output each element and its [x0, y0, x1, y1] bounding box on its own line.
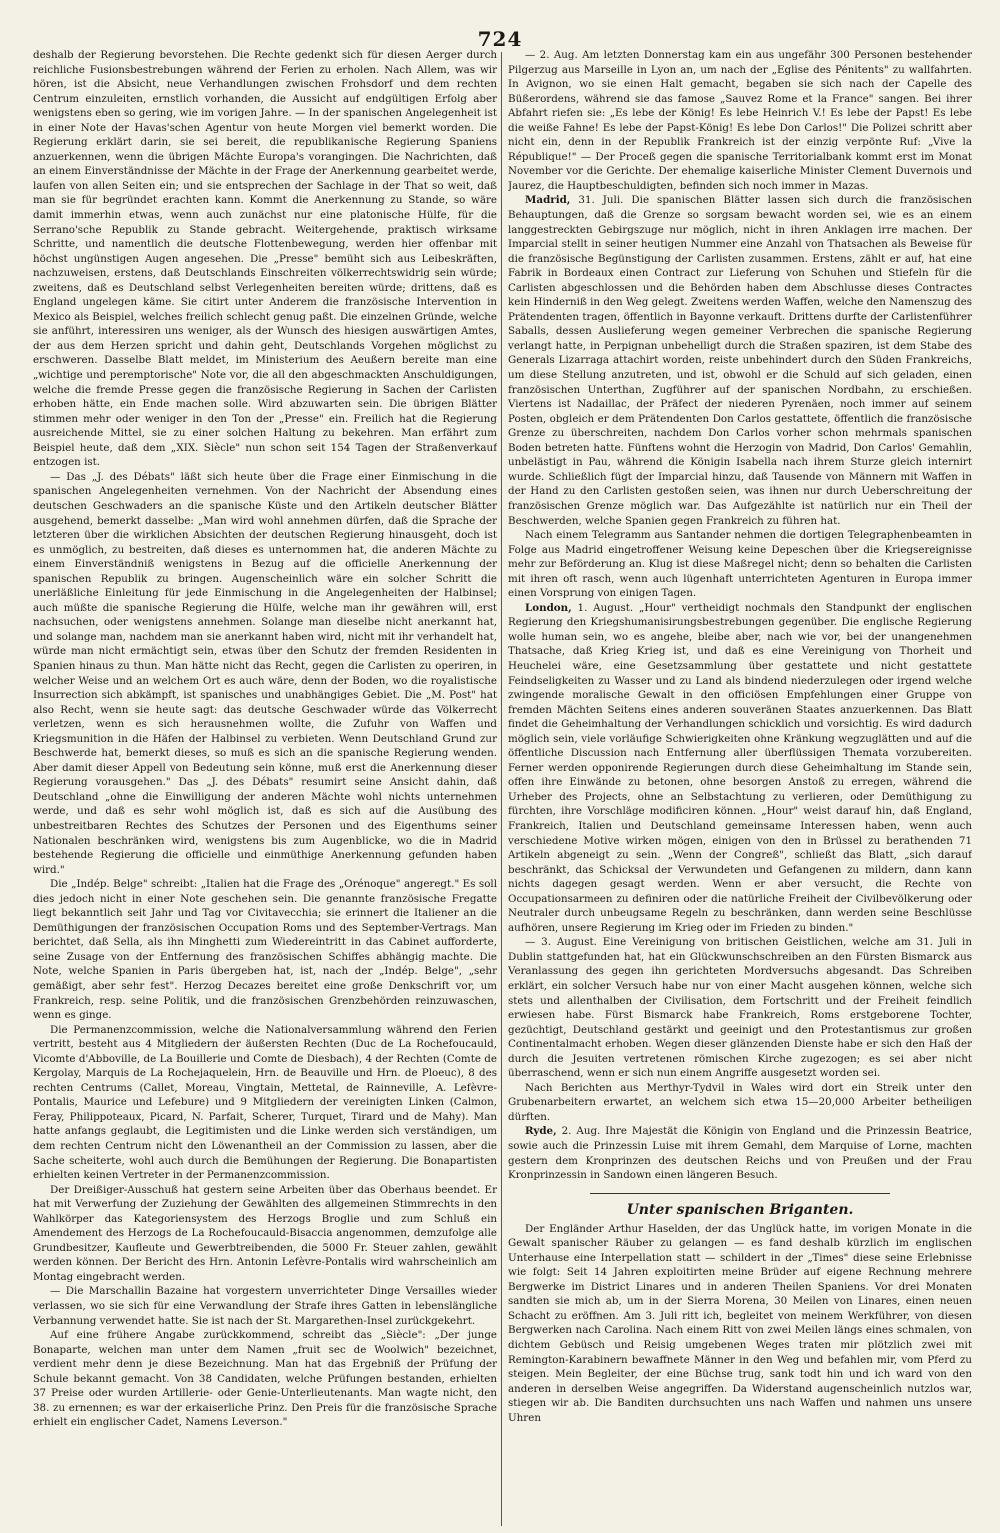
paragraph-ryde-text: 2. Aug. Ihre Majestät die Königin von England und die Prinzessin Beatrice, sowie auch die Prinzessin Luise mit ihrem Gemahl, dem Marquise of Lorne, machten gestern dem Kronprinzen des deutschen Reichs und von Preußen und der Frau Kronprinzessin in Sandown einen längeren Besuch.: [508, 1125, 972, 1182]
section-separator: [590, 1193, 890, 1194]
dateline-london: London,: [525, 601, 572, 614]
column-divider: [501, 52, 502, 1526]
right-column: [508, 48, 972, 1530]
dateline-madrid: Madrid,: [525, 194, 571, 207]
left-column: [33, 48, 497, 1530]
paragraph-dreissiger-ausschuss: Der Dreißiger-Ausschuß hat gestern seine Arbeiten über das Oberhaus beendet. Er hat mit Verwerfung der Zuziehung der Gewählten des allgemeinen Stimmrechts in den Wahlkörper das Kategoriensystem des Herzogs Broglie und zum Schluß ein Amendement des Herzogs de La Rochefoucauld-Bisaccia angenommen, demzufolge alle Grundbesitzer, Kaufleute und Gewerbtreibenden, die 5000 Fr. Steuer zahlen, gewählt werden können. Der Bericht des Hrn. Antonin Lefèvre-Pontalis wird wahrscheinlich am Montag eingebracht werden.: [33, 1183, 497, 1283]
paragraph-briganten: Der Engländer Arthur Haselden, der das Unglück hatte, im vorigen Monate in die Gewalt spanischer Räuber zu gelangen — es fand deshalb kürzlich im englischen Unterhause eine Interpellation statt — schildert in der „Times" diese seine Erlebnisse wie folgt: Seit 14 Jahren exploitirten meine Brüder auf eigene Rechnung mehrere Bergwerke im District Linares und in anderen Theilen Spaniens. Vor drei Monaten sandten sie mich ab, um in der Sierra Morena, 30 Meilen von Linares, einen neuen Schacht zu eröffnen. Am 3. Juli ritt ich, begleitet von meinem Werkführer, von diesen Bergwerken nach Carolina. Nach einem Ritt von zwei Meilen längs eines schmalen, von dichtem Gebüsch und Reisig umgebenen Weges traten mir plötzlich zwei mit Remington-Karabinern bewaffnete Männer in den Weg und befahlen mir, vom Pferd zu steigen. Mein Begleiter, der eine Büchse trug, sank todt hin und ich ward von den anderen in derselben Weise angegriffen. Da Widerstand augenscheinlich nutzlos war, stiegen wir ab. Die Banditen durchsuchten uns nach Waffen und nahmen uns unsere Uhren: [508, 1222, 972, 1424]
paragraph-london: [508, 601, 972, 936]
dateline-ryde: Ryde,: [525, 1125, 557, 1138]
paragraph-london-text: 1. August. „Hour" vertheidigt nochmals den Standpunkt der englischen Regierung den Kriegshumanisirungsbestrebungen gegenüber. Die englische Regierung wolle human sein, wo es angehe, bleibe aber, nach wie vor, bei der unangenehmen Thatsache, daß Krieg Krieg ist, und daß es eine Vereinigung von Thorheit und Heuchelei wäre, eine Gesetzsammlung über gestattete und nicht gestattete Feindseligkeiten zu Wasser und zu Land als bindend niederzulegen oder irgend welche zwingende moralische Gewalt in den officiösen Empfehlungen einer Gruppe von fremden Mächten Seitens eines anderen souveränen Staates anzuerkennen. Das Blatt findet die Geheimhaltung der Verhandlungen schicklich und vorsichtig. Es wird dadurch möglich sein, viele vorläufige Schwierigkeiten ohne Kränkung wegzuglätten und auf die öffentliche Discussion nach Entfernung aller überflüssigen Themata vorzubereiten. Ferner werden opponirende Regierungen durch diese Geheimhaltung im Stande sein, offen ihre Einwände zu betonen, ohne besorgen Anstoß zu erregen, während die Urheber des Projects, ohne an Selbstachtung zu verlieren, oder Demüthigung zu fürchten, ihre Vorschläge modificiren können. „Hour" weist darauf hin, daß England, Frankreich, Italien und Deutschland gemeinsame Interessen haben, wenn auch verschiedene Motive wirken mögen, einigen von den in Brüssel zu berathenden 71 Artikeln abgeneigt zu sein. „Wenn der Congreß", schließt das Blatt, „sich darauf beschränkt, das Schicksal der Verwundeten und Gefangenen zu mildern, dann kann nichts dagegen gesagt werden. Wenn er aber versucht, die Rechte von Occupationsarmeen zu definiren oder die natürliche Freiheit der Civilbevölkerung oder Neutraler durch unbeugsame Regeln zu beschränken, dann werden seine Beschlüsse aufhören, unsere Regierung im Krieg oder im Frieden zu binden.": [508, 601, 972, 934]
paragraph-independance-belge: Die „Indép. Belge" schreibt: „Italien hat die Frage des „Orénoque" angeregt." Es soll dies jedoch nicht in einer Note geschehen sein. Die genannte französische Fregatte liegt bekanntlich seit Jahr und Tag vor Civitavecchia; sie erinnert die Italiener an die Demüthigungen der französischen Occupation Roms und des September-Vertrags. Man berichtet, daß Sella, als ihn Minghetti zum Wiedereintritt in das Cabinet aufforderte, seine Zusage von der Entfernung des französischen Schiffes abhängig machte. Die Note, welche Spanien in Paris übergeben hat, ist, nach der „Indép. Belge", „sehr gemäßigt, aber sehr fest". Herzog Decazes bereitet eine große Denkschrift vor, um Frankreich, resp. seine Politik, und die französischen Grenzbehörden reinzuwaschen, wenn es ginge.: [33, 878, 497, 1022]
paragraph-santander: Nach einem Telegramm aus Santander nehmen die dortigen Telegraphenbeamten in Folge aus Madrid eingetroffener Weisung keine Depeschen über die Kriegsereignisse mehr zur Beförderung an. Klug ist diese Maßregel nicht; denn so behalten die Carlisten mit ihren oft rasch, wenn auch lügenhaft unterrichteten Agenturen in Europa immer einen Vorsprung von einigen Tagen.: [508, 529, 972, 600]
paragraph-madrid: [508, 193, 972, 528]
paragraph-marschallin-bazaine: — Die Marschallin Bazaine hat vorgestern unverrichteter Dinge Versailles wieder verlassen, wo sie sich für eine Verwandlung der Strafe ihres Gatten in lebenslängliche Verbannung verwendet hatte. Sie ist nach der St. Margarethen-Insel zurückgekehrt.: [33, 1285, 497, 1327]
paragraph-ryde: [508, 1124, 972, 1182]
article-title: Unter spanischen Briganten.: [626, 1201, 854, 1218]
paragraph-pilgerzug: — 2. Aug. Am letzten Donnerstag kam ein aus ungefähr 300 Personen bestehender Pilgerzug aus Marseille in Lyon an, um nach der „Eglise des Pénitents" zu wallfahrten. In Avignon, wo sie einen Halt gemacht, begaben sie sich nach der Capelle des Büßerordens, während sie das famose „Sauvez Rome et la France" sangen. Bei ihrer Abfahrt riefen sie: „Es lebe der König! Es lebe Heinrich V.! Es lebe der Papst! Es lebe die weiße Fahne! Es lebe der Papst-König! Es lebe Don Carlos!" Die Polizei schritt aber nicht ein, denn in der Republik Frankreich ist der einzig verpönte Ruf: „Vive la République!" — Der Proceß gegen die spanische Territorialbank kommt erst im Monat November vor die Gerichte. Der ehemalige kaiserliche Minister Clement Duvernois und Jaurez, die Hauptbeschuldigten, befinden sich noch immer in Mazas.: [508, 49, 972, 192]
paragraph-britische-geistliche: — 3. August. Eine Vereinigung von britischen Geistlichen, welche am 31. Juli in Dublin stattgefunden hat, hat ein Glückwunschschreiben an den Fürsten Bismarck aus Veranlassung des gegen ihn gerichteten Mordversuchs abgesandt. Das Schreiben erklärt, ein solcher Versuch habe nur von einer Macht ausgehen können, welche sich stets und allenthalben der Civilisation, dem Fortschritt und der Freiheit feindlich erwiesen habe. Fürst Bismarck habe Frankreich, Roms erstgeborene Tochter, gezüchtigt, Deutschland gestärkt und geeinigt und den Protestantismus zur großen Continentalmacht erhoben. Wegen dieser glänzenden Dienste habe er sich den Haß der durch die Jesuiten vertretenen römischen Kirche zugezogen; es sei aber nicht überraschend, wenn er sich nun einem Angriffe ausgesetzt worden sei.: [508, 936, 972, 1080]
page-number: 724: [477, 27, 523, 51]
paragraph-madrid-text: 31. Juli. Die spanischen Blätter lassen sich durch die französischen Behauptungen, daß die Grenze so sorgsam bewacht worden sei, wie es an einem langgestreckten Gebirgszuge nur möglich, nicht in ihren Anklagen irre machen. Der Imparcial stellt in seiner heutigen Nummer eine Anzahl von Thatsachen als Beweise für die französische Begünstigung der Carlisten zusammen. Erstens, zählt er auf, hat eine Fabrik in Bordeaux einen Contract zur Lieferung von Schuhen und Stiefeln für die Carlisten abgeschlossen und die Behörden haben dem Abschlusse dieses Contractes kein Hinderniß in den Weg gelegt. Zweitens werden Waffen, welche den Namenszug des Prätendenten tragen, öffentlich in Bayonne verkauft. Drittens durfte der Carlistenführer Saballs, dessen Auslieferung wegen gemeiner Verbrechen die spanische Regierung verlangt hatte, in Perpignan unbehelligt durch die Straßen spaziren, ist dem Stabe des Generals Lizarraga attachirt worden, reiste unbehindert durch den Süden Frankreichs, um diese Stellung anzutreten, und ist, obwohl er die Schuld auf sich geladen, einen französischen Unterthan, Zugführer auf der spanischen Nordbahn, zu erschießen. Viertens ist Nadaillac, der Präfect der niederen Pyrenäen, noch immer auf seinem Posten, obgleich er dem Prätendenten Don Carlos gestattete, öffentlich die französische Grenze zu überschreiten, nachdem Don Carlos vorher schon mehrmals spanischen Boden betreten hatte. Fünftens wohnt die Herzogin von Madrid, Don Carlos' Gemahlin, unbelästigt in Pau, während die Königin Isabella nach ihrem Sturze gleich internirt wurde. Schließlich fügt der Imparcial hinzu, daß Tausende von Männern mit Waffen in der Hand zu den Carlisten gestoßen seien, was ihnen nur durch Ueberschreitung der französischen Grenze möglich war. Das Aufgezählte ist natürlich nur ein Theil der Beschwerden, welche Spanien gegen Frankreich zu führen hat.: [508, 194, 972, 527]
paragraph-merthyr-tydvil: Nach Berichten aus Merthyr-Tydvil in Wales wird dort ein Streik unter den Grubenarbeitern erwartet, an welchem sich etwa 15—20,000 Arbeiter betheiligen dürften.: [508, 1081, 972, 1123]
paragraph-government-fusion: deshalb der Regierung bevorstehen. Die Rechte gedenkt sich für diesen Aerger durch reichliche Fusionsbestrebungen während der Ferien zu erholen. Nach Allem, was wir hören, ist die Absicht, neue Verhandlungen zwischen Frohsdorf und dem rechten Centrum einzuleiten, ernstlich vorhanden, die Aussicht auf endgültigen Erfolg aber wenigstens eben so gering, wie im vorigen Jahre. — In der spanischen Angelegenheit ist in einer Note der Havas'schen Agentur von heute Morgen viel bemerkt worden. Die Regierung erklärt darin, sie sei bereit, die republikanische Regierung Spaniens anzuerkennen, wenn die übrigen Mächte Europa's vorangingen. Die Nachrichten, daß an einem Einverständnisse der Mächte in der Frage der Anerkennung gearbeitet werde, laufen von allen Seiten ein; und sie entsprechen der Sachlage in der That so weit, daß man sie für begründet erachten kann. Kommt die Anerkennung zu Stande, so wäre damit immerhin etwas, wenn auch zunächst nur eine platonische Hülfe, für die Serrano'sche Republik zu Stande gebracht. Weitergehende, praktisch wirksame Schritte, und namentlich die deutsche Flottenbewegung, werden hier offenbar mit höchst ungünstigen Augen angesehen. Die „Presse" bemüht sich aus Leibeskräften, nachzuweisen, erstens, daß Deutschlands Einschreiten völkerrechtswidrig sein würde; zweitens, daß es Deutschland selbst Verlegenheiten bereiten würde; drittens, daß es England ungelegen käme. Sie citirt unter Anderem die französische Intervention in Mexico als Beispiel, welches freilich schlecht genug paßt. Die einzelnen Gründe, welche sie anführt, interessiren uns weniger, als der Wunsch des hiesigen auswärtigen Amtes, der aus dem Herzen spricht und dahin geht, Deutschlands Vorgehen möglichst zu erschweren. Dasselbe Blatt meldet, im Ministerium des Aeußern bereite man eine „wichtige und peremptorische" Note vor, die all den abgeschmackten Anschuldigungen, welche die fremde Presse gegen die französische Regierung in Sachen der Carlisten erhoben hätte, ein Ende machen solle. Wird abzuwarten sein. Die übrigen Blätter stimmen mehr oder weniger in den Ton der „Presse" ein. Freilich hat die Regierung ausreichende Mittel, sie zu einer solchen Haltung zu bekehren. Man erfährt zum Beispiel heute, daß dem „XIX. Siècle" nun schon seit 154 Tagen der Straßenverkauf entzogen ist.: [33, 49, 497, 469]
paragraph-siecle-bonaparte: Auf eine frühere Angabe zurückkommend, schreibt das „Siècle": „Der junge Bonaparte, welchen man unter dem Namen „fruit sec de Woolwich" bezeichnet, verdient mehr denn je diese Bezeichnung. Man hat das Ergebniß der Prüfung der Schule bekannt gemacht. Von 38 Candidaten, welche Prüfungen bestanden, erhielten 37 Preise oder wurden Artillerie- oder Genie-Unterlieutenants. Man wagte nicht, den 38. zu ernennen; es war der erkaiserliche Prinz. Den Preis für die französische Sprache erhielt ein englischer Cadet, Namens Leverson.": [33, 1329, 497, 1429]
paragraph-permanenzcommission: Die Permanenzcommission, welche die Nationalversammlung während den Ferien vertritt, besteht aus 4 Mitgliedern der äußersten Rechten (Duc de La Rochefoucauld, Vicomte d'Abboville, de La Bouillerie und Comte de Diesbach), 4 der Rechten (Comte de Kergolay, Marquis de La Rochejaquelein, Hrn. de Beauville und Hrn. de Ploeuc), 8 des rechten Centrums (Callet, Moreau, Vingtain, Mettetal, de Rainneville, A. Lefèvre-Pontalis, Maurice und Lefebure) und 9 Mitgliedern der vereinigten Linken (Calmon, Feray, Philippoteaux, Picard, N. Parfait, Scherer, Turquet, Tirard und de Mahy). Man hatte anfangs geglaubt, die Legitimisten und die Linke werden sich verständigen, um dem rechten Centrum nicht den Löwenantheil an der Commission zu lassen, aber die Sache scheiterte, wohl auch durch die Bemühungen der Regierung. Die Bonapartisten erhielten keinen Vertreter in der Permanenzcommission.: [33, 1023, 497, 1182]
paragraph-journal-des-debats: — Das „J. des Débats" läßt sich heute über die Frage einer Einmischung in die spanischen Angelegenheiten vernehmen. Von der Nachricht der Absendung eines deutschen Geschwaders an die spanische Küste und den Artikeln deutscher Blätter ausgehend, bemerkt dasselbe: „Man wird wohl annehmen dürfen, daß die Sprache der letzteren über die wirklichen Absichten der deutschen Regierung hinausgeht, doch ist es unmöglich, zu bestreiten, daß dieses es unternommen hat, die anderen Mächte zu einem Einverständniß wenigstens in Bezug auf die officielle Anerkennung der spanischen Republik zu bringen. Augenscheinlich wäre ein solcher Schritt die unerläßliche Einleitung für jede Einmischung in die Angelegenheiten der Halbinsel; auch müßte die spanische Regierung die Hülfe, welche man ihr gewähren will, erst nachsuchen, oder wenigstens annehmen. Solange man dieselbe nicht anerkannt hat, und solange man, nachdem man sie anerkannt haben wird, nicht mit ihr verhandelt hat, würde man nicht ermächtigt sein, etwas über den Schutz der fremden Residenten in Spanien hinaus zu thun. Man hätte nicht das Recht, gegen die Carlisten zu operiren, in welcher Weise und an welchem Ort es auch wäre, denn der Boden, wo die royalistische Insurrection sich abkämpft, ist spanisches und unabhängiges Gebiet. Die „M. Post" hat also Recht, wenn sie heute sagt: das deutsche Geschwader würde das Völkerrecht verletzen, wenn es sich herausnehmen wollte, die Zufuhr von Waffen und Kriegsmunition in die Häfen der Halbinsel zu verbieten. Wenn Deutschland Grund zur Beschwerde hat, bemerkt dieses, so muß es sich an die spanische Regierung wenden. Aber damit dieser Appell von Bedeutung sein könne, muß erst die Anerkennung dieser Regierung vorausgehen." Das „J. des Débats" resumirt seine Ansicht dahin, daß Deutschland „ohne die Einwilligung der anderen Mächte wohl nichts unternehmen werde, und daß es sehr wohl möglich ist, daß es sich auf die Ausübung des unbestreitbaren Rechtes des Schutzes der Personen und des Eigenthums seiner Nationalen beschränken wird, wenigstens bis zum Augenblicke, wo die in Madrid bestehende Regierung die officielle und einmüthige Anerkennung gefunden haben wird.": [33, 470, 497, 876]
